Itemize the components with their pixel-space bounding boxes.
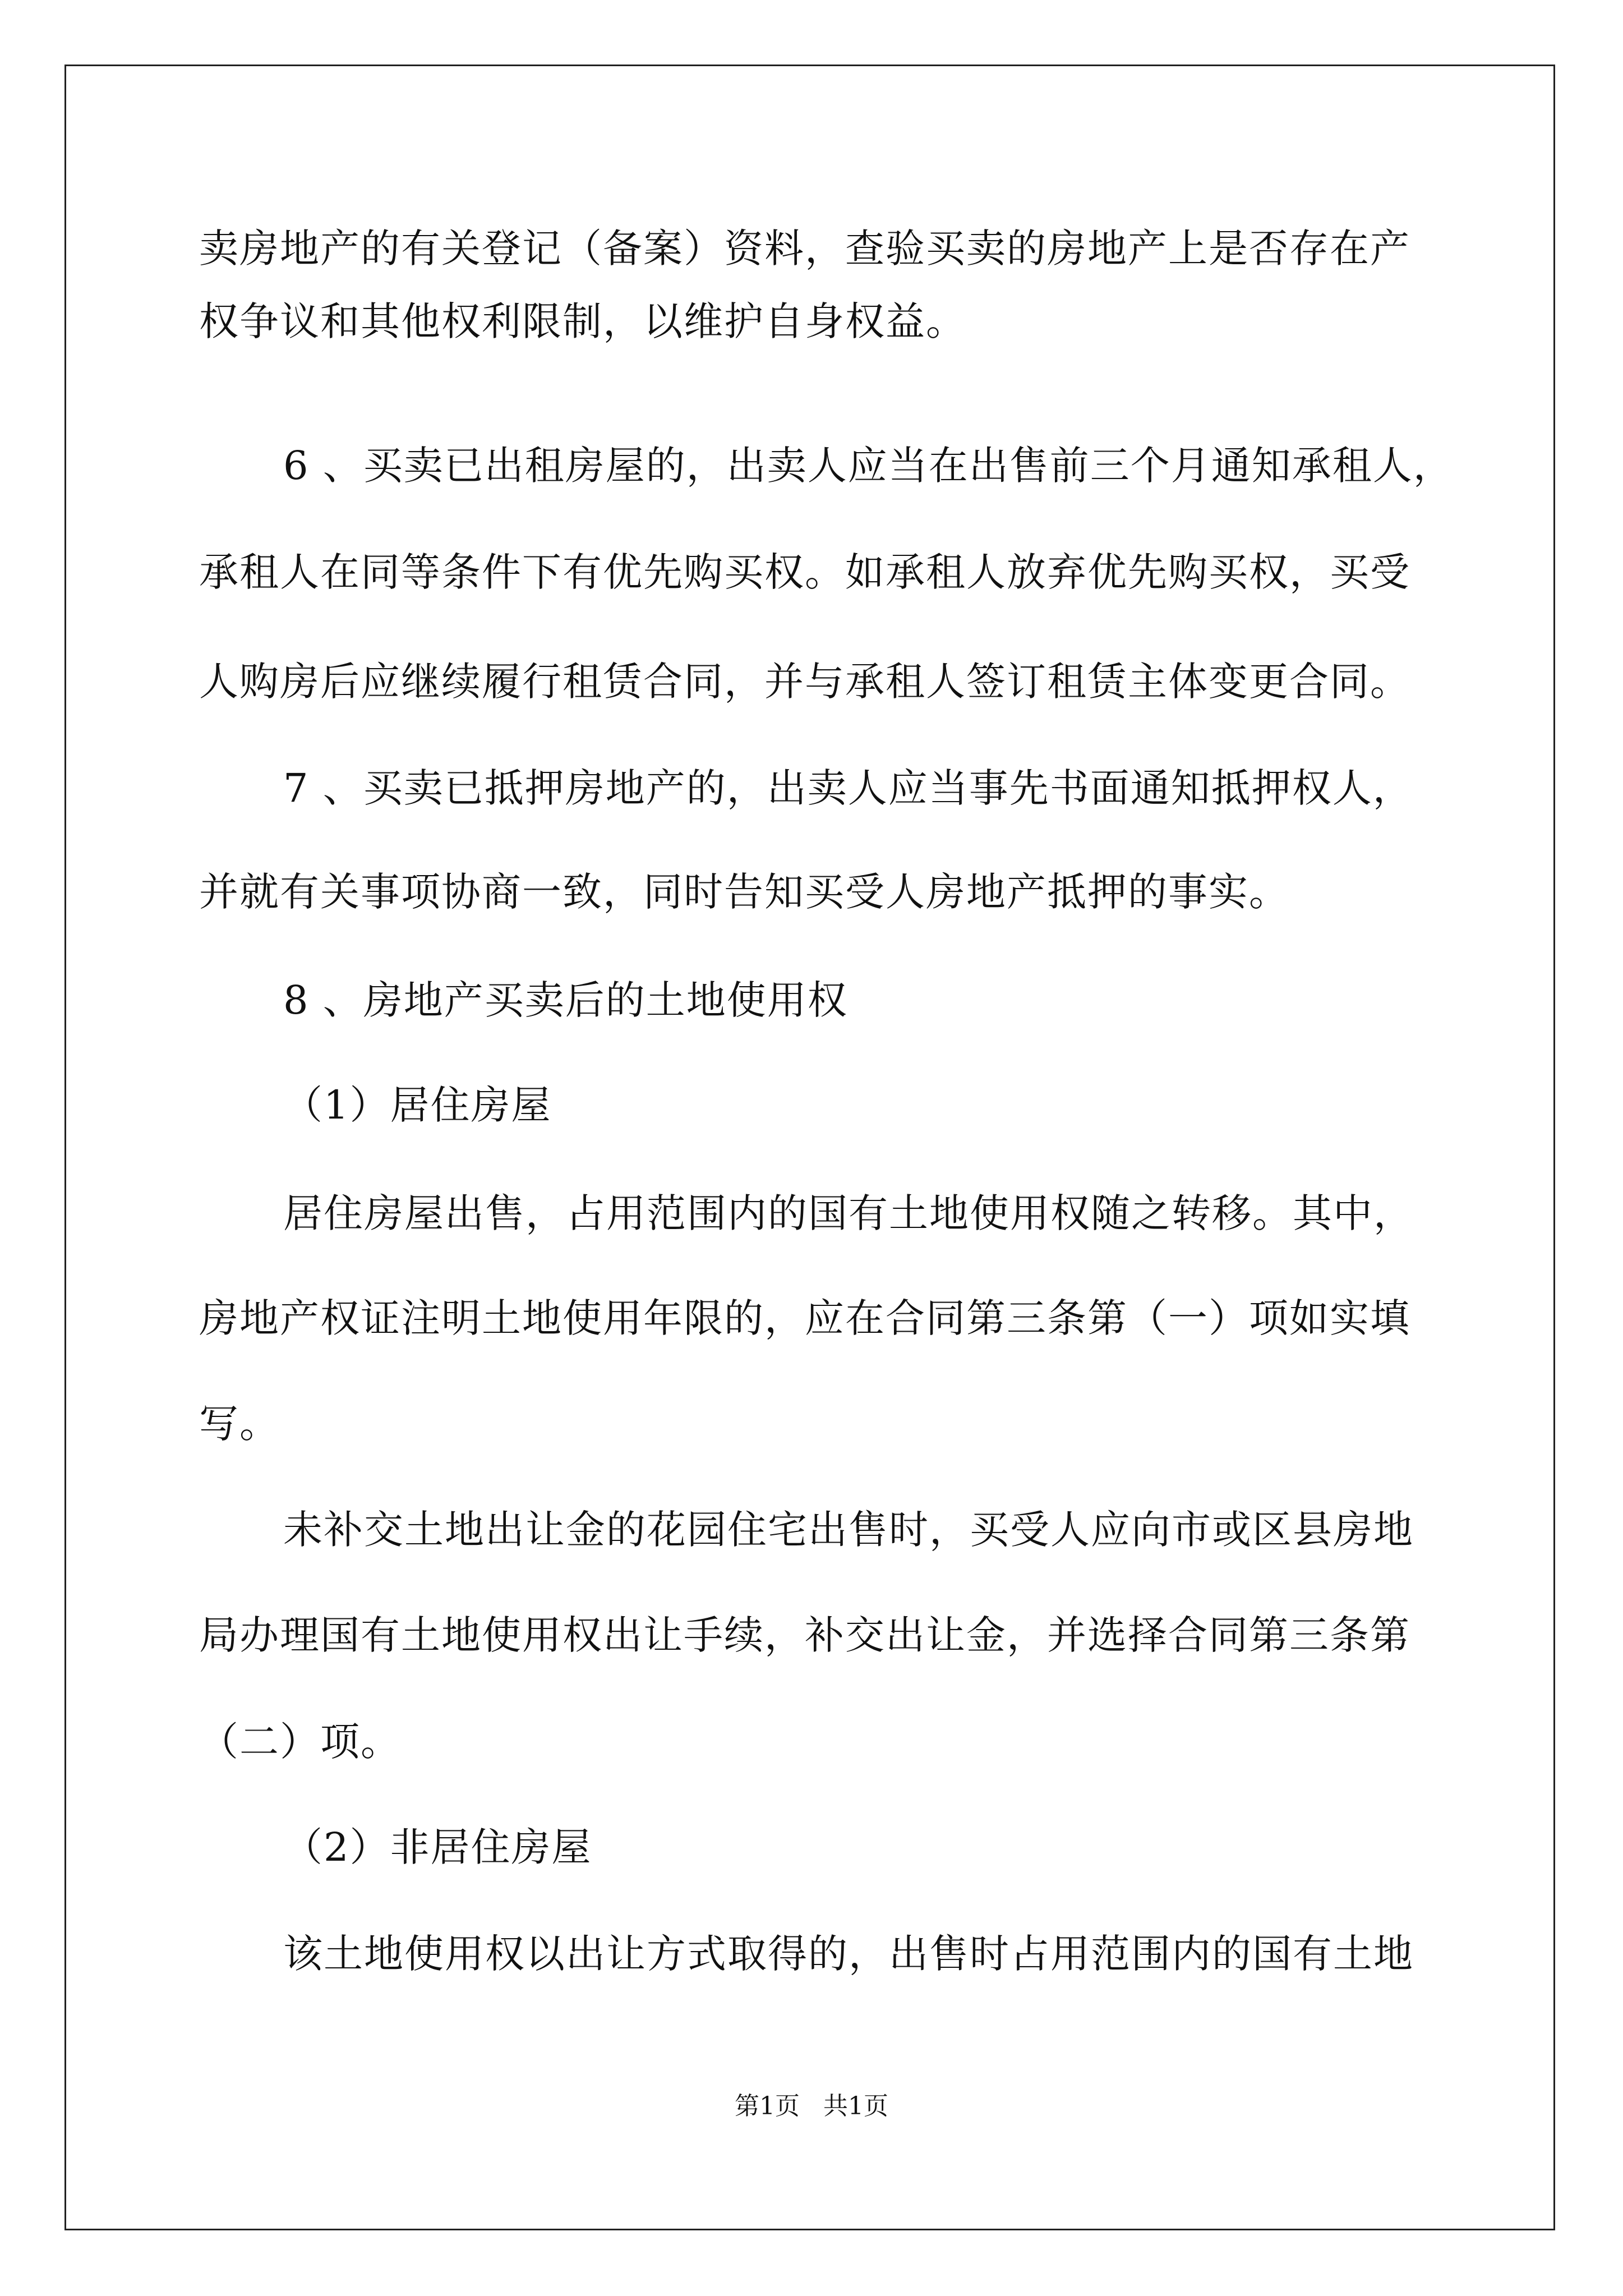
text-line: 房地产权证注明土地使用年限的，应在合同第三条第（一）项如实填 <box>199 1295 1410 1341</box>
text-line: 人购房后应继续履行租赁合同，并与承租人签订租赁主体变更合同。 <box>199 659 1410 705</box>
text-line: 承租人在同等条件下有优先购买权。如承租人放弃优先购买权，买受 <box>199 549 1410 595</box>
text-line: 写。 <box>199 1401 280 1447</box>
text-line: 权争议和其他权利限制，以维护自身权益。 <box>199 298 966 344</box>
text-line: 8 、房地产买卖后的土地使用权 <box>283 977 848 1023</box>
text-line: 未补交土地出让金的花园住宅出售时，买受人应向市或区县房地 <box>283 1507 1414 1553</box>
text-line: 并就有关事项协商一致，同时告知买受人房地产抵押的事实。 <box>199 869 1289 915</box>
text-line: （二）项。 <box>199 1719 401 1765</box>
text-line: 7 、买卖已抵押房地产的，出卖人应当事先书面通知抵押权人， <box>283 765 1413 811</box>
page-border <box>64 65 1555 2230</box>
text-line: 该土地使用权以出让方式取得的，出售时占用范围内的国有土地 <box>283 1931 1414 1977</box>
page-footer: 第1页 共1页 <box>735 2092 888 2120</box>
text-line: 局办理国有土地使用权出让手续，补交出让金，并选择合同第三条第 <box>199 1612 1410 1658</box>
text-line: （1）居住房屋 <box>283 1082 552 1128</box>
text-line: （2）非居住房屋 <box>283 1824 592 1870</box>
text-line: 卖房地产的有关登记（备案）资料，查验买卖的房地产上是否存在产 <box>199 226 1410 272</box>
text-line: 6 、买卖已出租房屋的，出卖人应当在出售前三个月通知承租人， <box>283 443 1454 489</box>
text-line: 居住房屋出售，占用范围内的国有土地使用权随之转移。其中， <box>283 1190 1414 1236</box>
